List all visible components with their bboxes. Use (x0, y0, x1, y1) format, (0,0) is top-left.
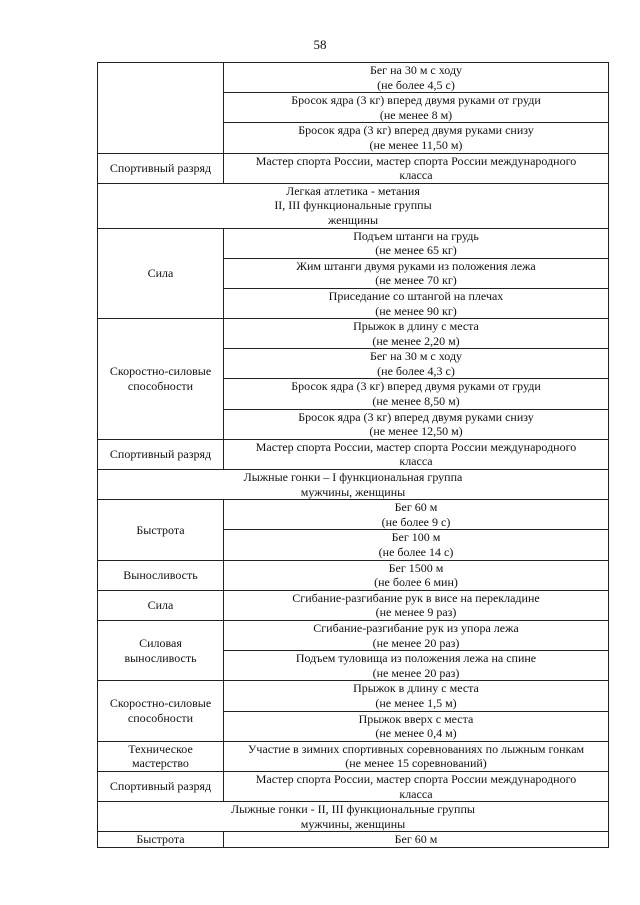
category-cell: Выносливость (98, 560, 224, 590)
table-row (98, 319, 609, 349)
test-cell: Бросок ядра (3 кг) вперед двумя руками от груди (не менее 8,50 м) (224, 379, 609, 409)
table-row (98, 439, 609, 469)
category-cell: Спортивный разряд (98, 439, 224, 469)
section-row (98, 470, 609, 500)
section-header: Лыжные гонки – I функциональная группа мужчины, женщины (98, 470, 609, 500)
category-cell: Спортивный разряд (98, 771, 224, 801)
section-header: Легкая атлетика - метания II, III функциональные группы женщины (98, 183, 609, 228)
test-cell: Прыжок вверх с места (не менее 0,4 м) (224, 711, 609, 741)
category-cell: Силовая выносливость (98, 620, 224, 680)
test-cell: Бег на 30 м с ходу (не более 4,3 с) (224, 349, 609, 379)
value-cell: Мастер спорта России, мастер спорта России международного класса (224, 771, 609, 801)
section-header: Лыжные гонки - II, III функциональные группы мужчины, женщины (98, 802, 609, 832)
category-cell: Быстрота (98, 500, 224, 560)
test-cell: Бег 60 м (не более 9 с) (224, 500, 609, 530)
test-cell: Бросок ядра (3 кг) вперед двумя руками снизу (не менее 11,50 м) (224, 123, 609, 153)
test-cell: Приседание со штангой на плечах (не менее 90 кг) (224, 288, 609, 318)
test-cell: Жим штанги двумя руками из положения лежа (не менее 70 кг) (224, 258, 609, 288)
category-cell (98, 63, 224, 154)
table-row (98, 228, 609, 258)
table-row (98, 620, 609, 650)
value-cell: Бег 1500 м (не более 6 мин) (224, 560, 609, 590)
table-row (98, 500, 609, 530)
category-cell: Техническое мастерство (98, 741, 224, 771)
table-row (98, 741, 609, 771)
value-cell: Бег 60 м (224, 832, 609, 848)
category-cell: Сила (98, 590, 224, 620)
test-cell: Бег 100 м (не более 14 с) (224, 530, 609, 560)
table-row (98, 771, 609, 801)
value-cell: Участие в зимних спортивных соревнованиях по лыжным гонкам (не менее 15 соревнований) (224, 741, 609, 771)
value-cell: Мастер спорта России, мастер спорта России международного класса (224, 153, 609, 183)
table-row (98, 681, 609, 711)
value-cell: Сгибание-разгибание рук в висе на перекладине (не менее 9 раз) (224, 590, 609, 620)
section-row (98, 183, 609, 228)
section-row (98, 802, 609, 832)
table-row (98, 560, 609, 590)
category-cell: Скоростно-силовые способности (98, 319, 224, 440)
category-cell: Сила (98, 228, 224, 319)
test-cell: Сгибание-разгибание рук из упора лежа (не менее 20 раз) (224, 620, 609, 650)
table-row (98, 590, 609, 620)
table-row (98, 153, 609, 183)
value-cell: Мастер спорта России, мастер спорта России международного класса (224, 439, 609, 469)
test-cell: Подъем штанги на грудь (не менее 65 кг) (224, 228, 609, 258)
category-cell: Скоростно-силовые способности (98, 681, 224, 741)
category-cell: Спортивный разряд (98, 153, 224, 183)
page-number: 58 (313, 37, 327, 52)
test-cell: Подъем туловища из положения лежа на спине (не менее 20 раз) (224, 651, 609, 681)
test-cell: Бег на 30 м с ходу (не более 4,5 с) (224, 63, 609, 93)
table-row (98, 63, 609, 93)
test-cell: Бросок ядра (3 кг) вперед двумя руками от груди (не менее 8 м) (224, 93, 609, 123)
standards-table (97, 62, 609, 848)
table-row (98, 832, 609, 848)
category-cell: Быстрота (98, 832, 224, 848)
test-cell: Прыжок в длину с места (не менее 1,5 м) (224, 681, 609, 711)
test-cell: Бросок ядра (3 кг) вперед двумя руками снизу (не менее 12,50 м) (224, 409, 609, 439)
test-cell: Прыжок в длину с места (не менее 2,20 м) (224, 319, 609, 349)
